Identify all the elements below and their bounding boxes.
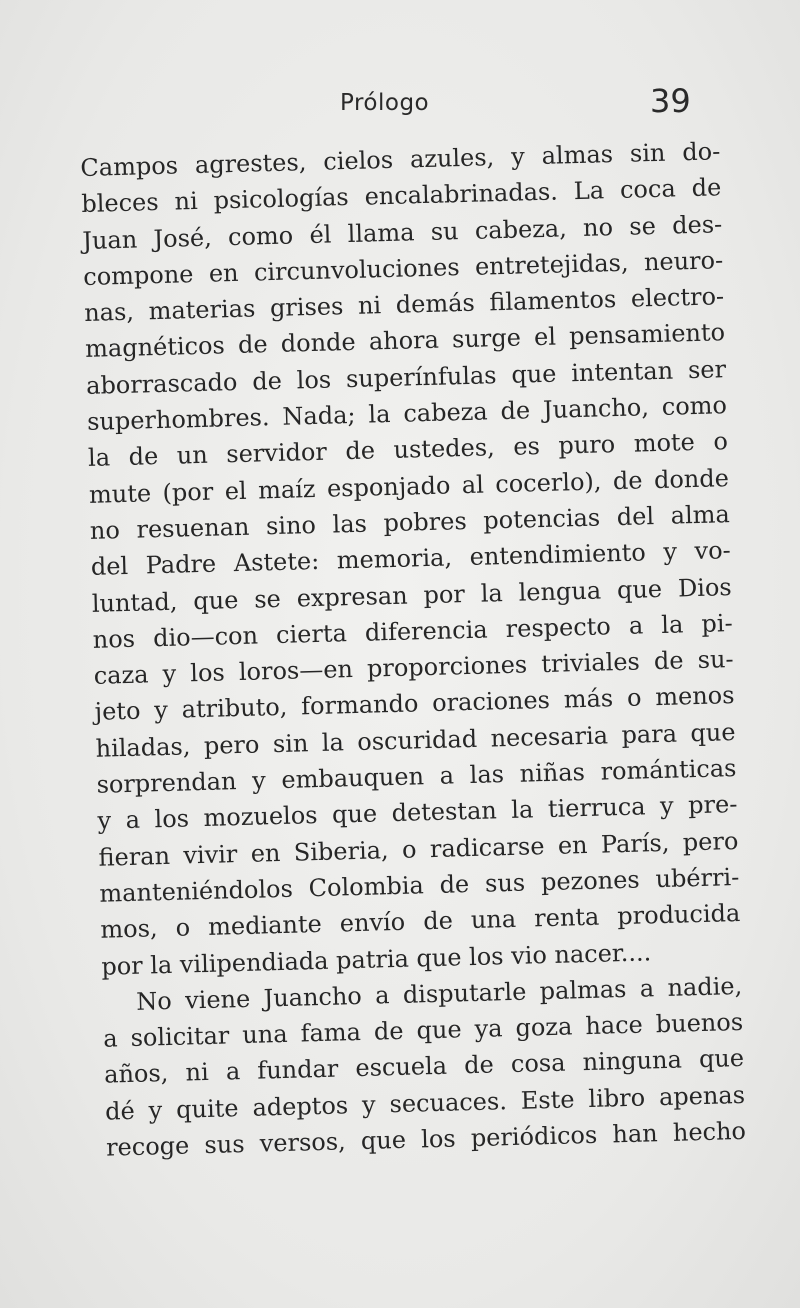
text-line: fieran vivir en Siberia, o radicarse en París, pero <box>98 826 739 872</box>
text-line: años, ni a fundar escuela de cosa ninguna que <box>103 1044 745 1090</box>
text-line: compone en circunvoluciones entretejidas, neuro- <box>82 246 724 291</box>
text-line: Juan José, como él llama su cabeza, no se des- <box>82 209 723 255</box>
text-line: nas, materias grises ni demás filamentos electro- <box>83 282 725 328</box>
text-line: hiladas, pero sin la oscuridad necesaria para que <box>95 717 736 763</box>
text-line: no resuenan sino las pobres potencias del alma <box>89 500 731 545</box>
text-line: superhombres. Nada; la cabeza de Juancho, como <box>86 391 728 436</box>
page-header <box>0 82 800 132</box>
text-line: por la vilipendiada patria que los vio nacer.... <box>101 937 652 981</box>
text-line: a solicitar una fama de que ya goza hace buenos <box>102 1008 744 1053</box>
text-line: No viene Juancho a disputarle palmas a nadie, <box>135 971 743 1016</box>
running-title: Prólogo <box>340 90 430 116</box>
text-line: mute (por el maíz esponjado al cocerlo), de donde <box>88 463 730 509</box>
text-line: jeto y atributo, formando oraciones más o menos <box>94 681 735 727</box>
text-line: mos, o mediante envío de una renta producida <box>100 899 741 944</box>
text-line: dé y quite adeptos y secuaces. Este libro apenas <box>104 1080 746 1126</box>
text-line: aborrascado de los superínfulas que intentan ser <box>85 354 727 400</box>
text-line: recoge sus versos, que los periódicos han hecho <box>105 1116 747 1162</box>
text-line: Campos agrestes, cielos azules, y almas sin do- <box>80 137 721 182</box>
text-line: nos dio—con cierta diferencia respecto a la pi- <box>92 608 733 654</box>
text-line: magnéticos de donde ahora surge el pensamiento <box>84 318 726 364</box>
text-line: bleces ni psicologías encalabrinadas. La coca de <box>81 173 722 219</box>
text-line: y a los mozuelos que detestan la tierruca y pre- <box>97 790 738 836</box>
text-line: sorprendan y embauquen a las niñas románticas <box>96 754 737 799</box>
text-line: manteniéndolos Colombia de sus pezones ubérri- <box>99 862 740 908</box>
text-line: luntad, que se expresan por la lengua que Dios <box>91 572 733 618</box>
text-line: del Padre Astete: memoria, entendimiento y vo- <box>90 536 732 582</box>
text-line: la de un servidor de ustedes, es puro mote o <box>87 427 729 473</box>
page-number: 39 <box>650 82 691 120</box>
text-line: caza y los loros—en proporciones triviales de su- <box>93 645 734 690</box>
body-text <box>80 133 746 1166</box>
